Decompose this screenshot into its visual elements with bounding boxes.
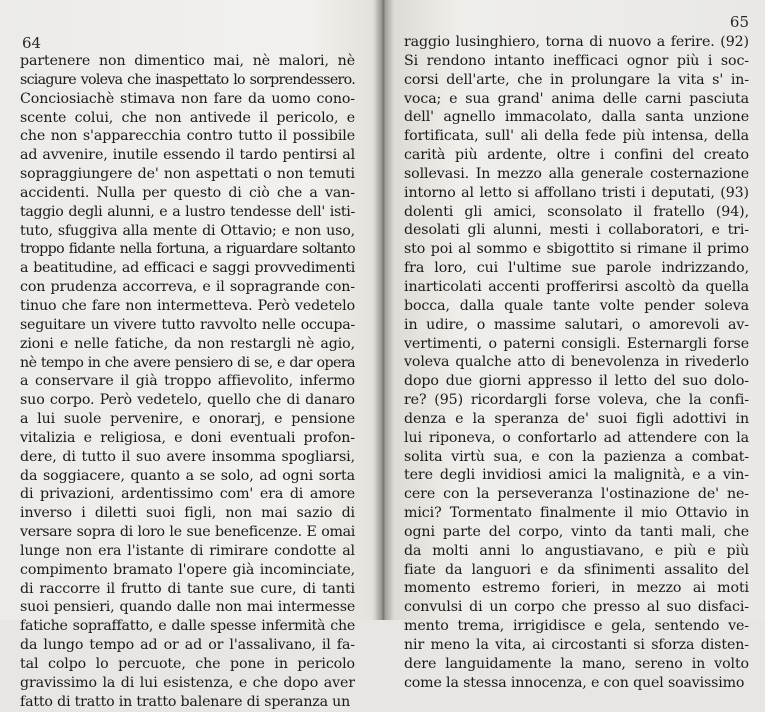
text-line: accidenti. Nulla per questo di ciò che a van- — [20, 184, 355, 201]
text-line: carità più ardente, oltre i confini del creato — [404, 147, 749, 164]
text-line: fatiche sopraffatto, e dalle spesse infermità che — [20, 618, 355, 635]
text-line: sopraggiungere de' non aspettati o non temuti — [20, 166, 355, 183]
text-line: suoi pensieri, quando dalle non mai intermesse — [20, 599, 355, 616]
text-line: con prudenza accorreva, e il sopragrande con- — [20, 279, 355, 296]
text-line: versare sopra di loro le sue beneficenze. E omai — [20, 524, 355, 541]
text-line: tinuo che fare non intermetteva. Però vedetelo — [20, 297, 355, 314]
text-line: tal colpo lo percuote, che pone in pericolo — [20, 656, 355, 672]
text-line: seguitare un vivere tutto ravvolto nelle occupa- — [20, 316, 355, 333]
text-line: bocca, dalla quale tante volte pender soleva — [404, 297, 749, 314]
text-line: Si rendono intanto inefficaci ognor più i soc- — [404, 52, 749, 69]
text-line: partenere non dimentico mai, nè malori, nè — [20, 53, 355, 69]
text-line: compimento bramato l'opere già incominciate, — [20, 561, 355, 578]
text-line: scente colui, che non antivede il pericolo, e — [20, 109, 355, 126]
text-line: a conservare il già troppo affievolito, infermo — [20, 373, 355, 390]
text-line: lunge non era l'istante di rimirare condotte al — [20, 542, 355, 559]
text-line: zioni e nelle fatiche, da non restargli nè agio, — [20, 335, 355, 352]
text-line: nè tempo in che avere pensiero di se, e dar opera — [20, 354, 355, 371]
text-line: momento estremo forieri, in mezzo ai moti — [404, 580, 749, 597]
text-line: da molti anni lo angustiavano, e più e più — [404, 542, 749, 559]
text-line: a lui suole pervenire, e onorarj, e pensione — [20, 411, 355, 428]
right-page-text — [404, 33, 749, 693]
text-line: denza e la speranza de' suoi figli adottivi in — [404, 410, 749, 427]
text-line: dere, di tutto il suo avere insomma spogliarsi, — [20, 448, 355, 465]
left-page — [0, 0, 382, 710]
text-line: di raccorre il frutto di tante sue cure, di tanti — [20, 580, 355, 597]
text-line: in udire, o massime salutari, o amorevoli av- — [404, 316, 749, 333]
right-page — [384, 0, 765, 691]
text-line: dolenti gli amici, sconsolato il fratello (94), — [404, 203, 749, 220]
right-page-number: 65 — [729, 13, 749, 31]
text-line: da lungo tempo ad or ad or l'assalivano, il fa- — [20, 637, 355, 654]
left-page-text — [20, 52, 355, 712]
text-line: taggio degli alunni, e a lustro tendesse dell' isti- — [20, 203, 355, 220]
text-line: fortificata, sull' ali della fede più intensa, della — [404, 128, 749, 145]
text-line: sciagure voleva che inaspettato lo sorprendessero. — [20, 71, 355, 88]
text-line: vitalizia e religiosa, e doni eventuali profon- — [20, 429, 355, 446]
text-line: voleva qualche atto di benevolenza in rivederlo — [404, 354, 749, 371]
text-line: mici? Tormentato finalmente il mio Ottavio in — [404, 505, 749, 522]
text-line: di privazioni, ardentissimo com' era di amore — [20, 486, 355, 503]
text-line: tere degli invidiosi amici la malignità, e a vin- — [404, 467, 749, 484]
text-line: desolati gli alunni, mesti i collaboratori, e tri- — [404, 222, 749, 239]
text-line: solita virtù sua, e con la pazienza a combat- — [404, 448, 749, 465]
text-line: come la stessa innocenza, e con quel soavissimo — [404, 674, 745, 691]
text-line: sollevasi. In mezzo alla generale costernazione — [404, 165, 749, 182]
text-line: lui riponeva, o confortarlo ad attendere con la — [404, 429, 749, 446]
text-line: cere con la perseveranza l'ostinazione de' ne- — [404, 486, 749, 503]
text-line: corsi dell'arte, che in prolungare la vita s' in- — [404, 71, 749, 88]
text-line: sto poi al sommo e sbigottito si rimane il primo — [404, 241, 749, 258]
text-line: ad avvenire, inutile essendo il tardo pentirsi al — [20, 147, 355, 164]
text-line: a beatitudine, ad efficaci e saggi provvedimenti — [20, 260, 355, 277]
text-line: mento trema, irrigidisce e gela, sentendo ve- — [404, 618, 749, 635]
text-line: convulsi di un corpo che presso al suo disfaci- — [404, 599, 749, 616]
left-page-number: 64 — [22, 34, 42, 52]
text-line: dopo due giorni appresso il letto del suo dolo- — [404, 373, 749, 390]
text-line: tuto, sfuggiva alla mente di Ottavio; e non uso, — [20, 222, 355, 239]
text-line: Conciosiachè stimava non fare da uomo cono- — [20, 90, 355, 107]
text-line: inverso i diletti suoi figli, non mai sazio di — [20, 505, 355, 522]
text-line: re? (95) ricordargli forse voleva, che la confi- — [404, 392, 749, 409]
text-line: dere languidamente la mano, sereno in volto — [404, 655, 749, 672]
text-line: nir meno la vita, ai circostanti si sforza disten- — [404, 637, 749, 653]
text-line: voca; e sua grand' anima delle carni pasciuta — [404, 90, 749, 107]
text-line: troppo fidante nella fortuna, a riguardare soltanto — [20, 241, 355, 258]
text-line: suo corpo. Però vedetelo, quello che di danaro — [20, 392, 355, 409]
text-line: da soggiacere, quanto a se solo, ad ogni sorta — [20, 467, 355, 484]
text-line: gravissimo la di lui esistenza, e che dopo aver — [20, 674, 355, 691]
text-line: raggio lusinghiero, torna di nuovo a ferire. (92) — [404, 34, 749, 50]
text-line: che non s'apparecchia contro tutto il possibile — [20, 128, 355, 145]
text-line: fatto di tratto in tratto balenare di speranza un — [20, 693, 351, 710]
text-line: intorno al letto si affollano tristi i deputati, (93) — [404, 184, 749, 201]
text-line: dell' agnello immacolato, dalla santa unzione — [404, 109, 749, 126]
text-line: inarticolati accenti profferirsi ascoltò da quella — [404, 278, 749, 295]
text-line: fiate da languori e da sfinimenti assalito del — [404, 561, 749, 578]
text-line: vertimenti, o paterni consigli. Esternargli forse — [404, 335, 749, 352]
text-line: ogni parte del corpo, vinto da tanti mali, che — [404, 523, 749, 540]
text-line: fra loro, cui l'ultime sue parole indrizzando, — [404, 260, 749, 277]
